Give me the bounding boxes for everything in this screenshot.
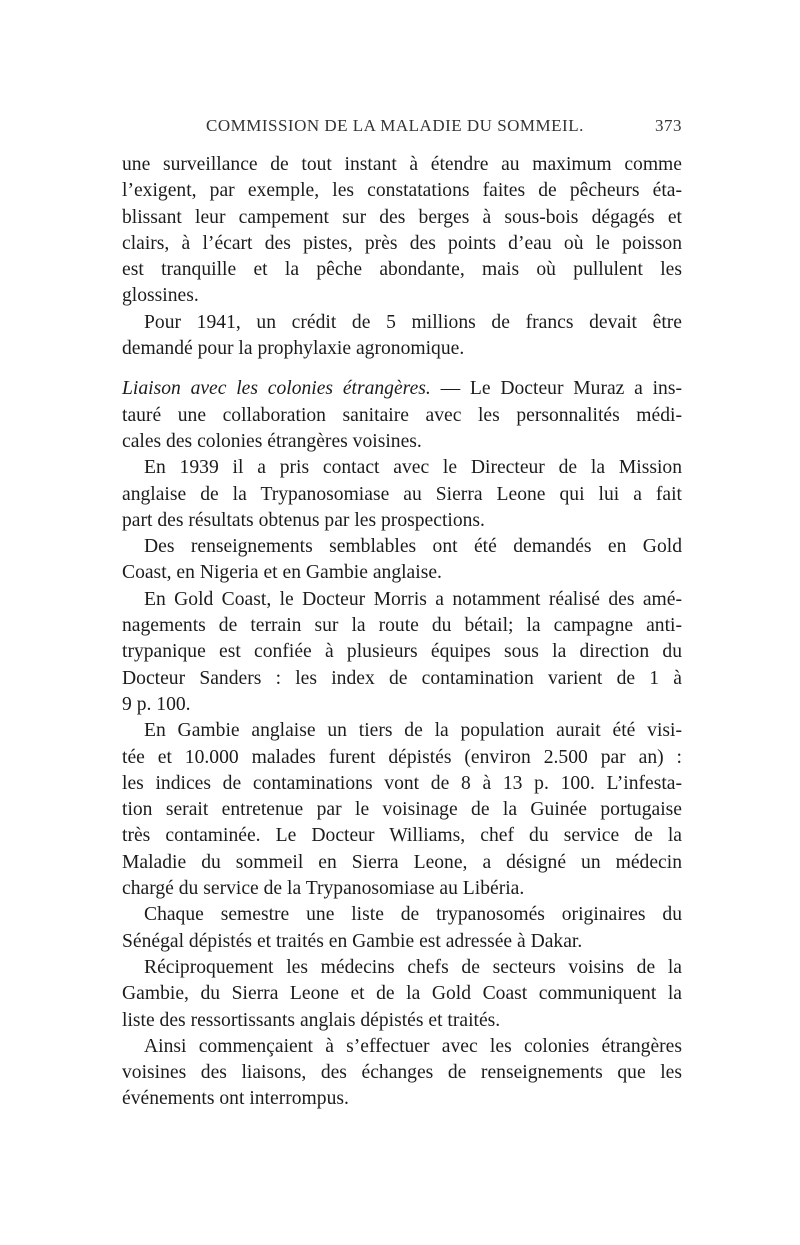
text-line	[122, 508, 682, 534]
text-line	[122, 1034, 682, 1060]
line-text: les indices de contaminations vont de 8 à 13 p. 100. L’infesta-	[122, 772, 682, 794]
line-text: En 1939 il a pris contact avec le Directeur de la Mission	[144, 457, 682, 479]
line-text: Réciproquement les médecins chefs de secteurs voisins de la	[144, 956, 682, 978]
line-text: tion serait entretenue par le voisinage de la Guinée portugaise	[122, 799, 682, 821]
text-line	[122, 283, 682, 309]
text-line	[122, 745, 682, 771]
text-line	[122, 178, 682, 204]
line-text: — Le Docteur Muraz a ins-	[430, 378, 682, 400]
line-text: est tranquille et la pêche abondante, mais où pullulent les	[122, 259, 682, 281]
line-text: demandé pour la prophylaxie agronomique.	[122, 338, 465, 360]
text-line	[122, 1008, 682, 1034]
line-text: En Gambie anglaise un tiers de la population aurait été visi-	[144, 720, 682, 742]
line-text: l’exigent, par exemple, les constatations faites de pêcheurs éta-	[122, 180, 682, 202]
text-line	[122, 231, 682, 257]
line-text: Sénégal dépistés et traités en Gambie est adressée à Dakar.	[122, 930, 583, 952]
text-line	[122, 310, 682, 336]
line-text: Gambie, du Sierra Leone et de la Gold Coast communiquent la	[122, 983, 682, 1005]
text-line	[122, 336, 682, 362]
text-line	[122, 981, 682, 1007]
line-text: anglaise de la Trypanosomiase au Sierra Leone qui lui a fait	[122, 483, 682, 505]
text-line	[122, 850, 682, 876]
text-line	[122, 797, 682, 823]
opening-paragraphs	[122, 152, 682, 362]
text-line	[122, 1086, 682, 1112]
text-line	[122, 1060, 682, 1086]
text-line	[122, 666, 682, 692]
line-text: En Gold Coast, le Docteur Morris a notamment réalisé des amé-	[144, 588, 682, 610]
text-line	[122, 955, 682, 981]
line-text: tée et 10.000 malades furent dépistés (environ 2.500 par an) :	[122, 746, 682, 768]
text-line	[122, 376, 682, 402]
line-text: voisines des liaisons, des échanges de renseignements que les	[122, 1062, 682, 1084]
running-header	[122, 112, 682, 140]
section-heading: Liaison avec les colonies étrangères.	[122, 378, 431, 400]
line-text: 9 p. 100.	[122, 693, 191, 715]
line-text: chargé du service de la Trypanosomiase au Libéria.	[122, 878, 525, 900]
text-line	[122, 587, 682, 613]
line-text: Des renseignements semblables ont été demandés en Gold	[144, 536, 682, 558]
line-text: Ainsi commençaient à s’effectuer avec les colonies étrangères	[144, 1035, 682, 1057]
text-line	[122, 482, 682, 508]
text-line	[122, 429, 682, 455]
line-text: Docteur Sanders : les index de contamination varient de 1 à	[122, 667, 682, 689]
line-text: une surveillance de tout instant à étendre au maximum comme	[122, 154, 682, 175]
text-line	[122, 929, 682, 955]
line-text: nagements de terrain sur la route du bétail; la campagne anti-	[122, 615, 682, 637]
line-text: clairs, à l’écart des pistes, près des points d’eau où le poisson	[122, 232, 682, 254]
line-text: part des résultats obtenus par les prospections.	[122, 509, 485, 531]
line-text: Coast, en Nigeria et en Gambie anglaise.	[122, 562, 442, 584]
text-line	[122, 560, 682, 586]
text-line	[122, 152, 682, 178]
line-text: événements ont interrompus.	[122, 1088, 349, 1110]
text-line	[122, 534, 682, 560]
line-text: glossines.	[122, 285, 199, 307]
text-line	[122, 902, 682, 928]
book-page	[122, 112, 682, 1113]
running-title: COMMISSION DE LA MALADIE DU SOMMEIL.	[206, 116, 584, 135]
line-text: Maladie du sommeil en Sierra Leone, a désigné un médecin	[122, 851, 682, 873]
text-line	[122, 613, 682, 639]
text-line	[122, 455, 682, 481]
liaison-section	[122, 376, 682, 1112]
text-line	[122, 205, 682, 231]
text-line	[122, 876, 682, 902]
line-text: tauré une collaboration sanitaire avec les personnalités médi-	[122, 404, 682, 426]
text-line	[122, 639, 682, 665]
line-text: liste des ressortissants anglais dépistés et traités.	[122, 1009, 501, 1031]
page-number: 373	[655, 116, 682, 135]
line-text: Chaque semestre une liste de trypanosomés originaires du	[144, 904, 682, 926]
line-text: très contaminée. Le Docteur Williams, chef du service de la	[122, 825, 682, 847]
line-text: cales des colonies étrangères voisines.	[122, 430, 422, 452]
text-line	[122, 718, 682, 744]
text-line	[122, 257, 682, 283]
text-line	[122, 823, 682, 849]
text-line	[122, 403, 682, 429]
text-line	[122, 692, 682, 718]
line-text: Pour 1941, un crédit de 5 millions de francs devait être	[144, 311, 682, 333]
body-text	[122, 152, 682, 1113]
text-line	[122, 771, 682, 797]
line-text: blissant leur campement sur des berges à sous-bois dégagés et	[122, 206, 682, 228]
line-text: trypanique est confiée à plusieurs équipes sous la direction du	[122, 641, 682, 663]
